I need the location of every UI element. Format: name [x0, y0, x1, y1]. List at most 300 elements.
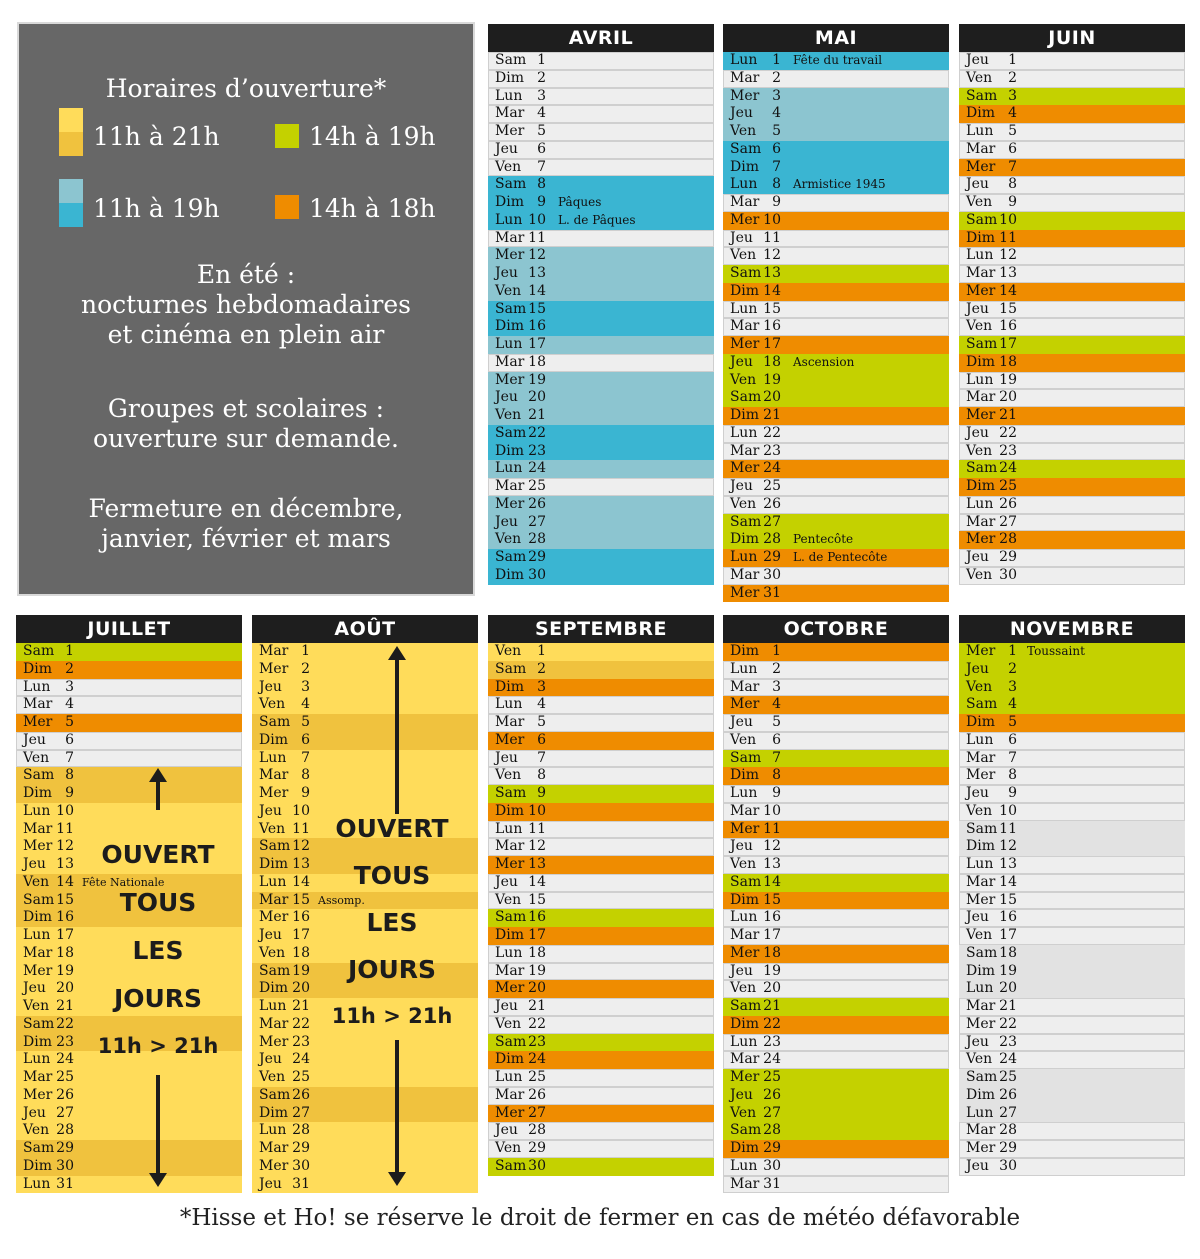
day-name: Mar	[730, 678, 760, 695]
day-number: 27	[56, 1104, 74, 1121]
day-number: 31	[763, 1175, 781, 1192]
day-name: Dim	[730, 1015, 759, 1032]
day-number: 22	[528, 1015, 546, 1032]
day-number: 6	[772, 731, 781, 748]
day-number: 9	[772, 785, 781, 801]
day-number: 26	[763, 1086, 781, 1103]
day-name: Mar	[23, 820, 53, 837]
day-number: 28	[528, 531, 546, 548]
day-number: 13	[999, 265, 1017, 281]
day-number: 10	[999, 211, 1017, 228]
day-row	[723, 141, 949, 159]
day-name: Mer	[730, 696, 760, 713]
day-number: 27	[763, 513, 781, 530]
day-row	[723, 909, 949, 927]
day-name: Ven	[966, 802, 993, 819]
day-row	[252, 1122, 478, 1140]
day-row	[959, 425, 1185, 443]
day-number: 26	[763, 495, 781, 512]
day-row	[723, 123, 949, 141]
day-number: 20	[763, 389, 781, 406]
open-all-days-text: LES	[132, 936, 184, 965]
day-name: Mar	[495, 478, 525, 494]
day-number: 16	[763, 318, 781, 335]
day-row	[723, 732, 949, 750]
day-number: 29	[528, 549, 546, 565]
day-row	[488, 105, 714, 123]
day-number: 18	[763, 944, 781, 961]
day-number: 18	[528, 944, 546, 961]
day-name: Dim	[730, 767, 759, 784]
day-number: 5	[65, 714, 74, 730]
day-name: Ven	[495, 531, 522, 548]
day-row	[488, 732, 714, 750]
day-name: Mer	[966, 891, 996, 908]
day-name: Mer	[966, 531, 996, 548]
day-row	[723, 301, 949, 319]
day-name: Jeu	[730, 105, 753, 122]
day-row	[16, 856, 242, 874]
day-number: 11	[292, 820, 310, 837]
day-name: Dim	[966, 105, 995, 122]
day-row	[723, 803, 949, 821]
day-name: Sam	[495, 176, 527, 193]
day-name: Mar	[730, 69, 760, 86]
day-number: 7	[1008, 158, 1017, 175]
day-row	[488, 496, 714, 514]
day-number: 28	[56, 1122, 74, 1139]
day-name: Mar	[730, 802, 760, 819]
day-number: 20	[763, 980, 781, 997]
day-row	[723, 194, 949, 212]
day-number: 28	[999, 531, 1017, 548]
day-name: Ven	[966, 927, 993, 943]
day-number: 13	[528, 265, 546, 281]
day-number: 14	[292, 873, 310, 890]
day-row	[959, 105, 1185, 123]
legend-swatch-yellow	[59, 108, 83, 156]
day-name: Ven	[495, 407, 522, 423]
day-name: Lun	[730, 660, 758, 677]
day-row	[723, 785, 949, 803]
day-name: Ven	[730, 495, 757, 512]
day-row	[16, 1087, 242, 1105]
holiday-note: Armistice 1945	[793, 177, 886, 192]
day-name: Dim	[23, 785, 52, 801]
day-name: Lun	[259, 749, 287, 766]
day-name: Jeu	[495, 140, 518, 157]
day-number: 14	[528, 873, 546, 890]
day-row	[959, 856, 1185, 874]
day-name: Jeu	[495, 1122, 518, 1139]
day-row	[252, 767, 478, 785]
day-name: Mar	[23, 696, 53, 713]
day-name: Mar	[966, 1122, 996, 1139]
day-row	[959, 443, 1185, 461]
day-row	[252, 1087, 478, 1105]
day-name: Lun	[730, 785, 758, 801]
day-number: 21	[999, 998, 1017, 1014]
day-row	[252, 892, 478, 910]
day-name: Jeu	[259, 678, 282, 695]
day-name: Ven	[730, 371, 757, 388]
day-number: 29	[528, 1140, 546, 1156]
day-row	[959, 821, 1185, 839]
day-number: 18	[763, 353, 781, 370]
day-row	[16, 909, 242, 927]
day-row	[16, 679, 242, 697]
day-name: Mar	[730, 318, 760, 335]
legend-swatch-green	[275, 124, 299, 148]
day-number: 15	[56, 891, 74, 908]
day-number: 6	[65, 731, 74, 748]
day-name: Lun	[966, 980, 994, 997]
day-number: 7	[537, 158, 546, 175]
day-row	[488, 443, 714, 461]
day-number: 3	[772, 87, 781, 104]
day-name: Ven	[23, 873, 50, 890]
day-number: 12	[292, 838, 310, 855]
day-number: 13	[528, 856, 546, 872]
day-row	[959, 460, 1185, 478]
day-name: Sam	[730, 1122, 762, 1139]
day-name: Mer	[730, 944, 760, 961]
day-number: 21	[763, 998, 781, 1014]
day-name: Mer	[259, 660, 289, 677]
day-row	[488, 247, 714, 265]
day-name: Mer	[495, 495, 525, 512]
month-5	[488, 615, 714, 1176]
legend-swatch-blue	[59, 179, 83, 227]
day-name: Mer	[966, 407, 996, 423]
day-row	[723, 265, 949, 283]
day-name: Mer	[730, 820, 760, 837]
day-name: Mar	[495, 229, 525, 246]
day-number: 5	[537, 714, 546, 730]
day-row	[16, 1069, 242, 1087]
day-number: 4	[537, 105, 546, 122]
day-name: Dim	[23, 909, 52, 926]
day-number: 11	[528, 820, 546, 837]
legend-label-4: 14h à 18h	[309, 194, 436, 223]
day-name: Jeu	[495, 513, 518, 530]
day-name: Ven	[730, 856, 757, 872]
day-number: 21	[763, 407, 781, 423]
day-row	[959, 874, 1185, 892]
day-number: 20	[528, 980, 546, 997]
day-name: Dim	[966, 1086, 995, 1103]
month-header: AVRIL	[488, 24, 714, 52]
day-row	[723, 874, 949, 892]
day-name: Mar	[495, 714, 525, 730]
day-row	[488, 750, 714, 768]
day-name: Ven	[495, 891, 522, 908]
day-number: 3	[537, 87, 546, 104]
month-header: JUILLET	[16, 615, 242, 643]
day-name: Lun	[730, 424, 758, 441]
day-number: 19	[763, 962, 781, 979]
day-name: Dim	[495, 678, 524, 695]
day-name: Sam	[966, 944, 998, 961]
day-number: 11	[999, 820, 1017, 837]
day-number: 7	[65, 749, 74, 766]
day-row	[723, 679, 949, 697]
day-name: Jeu	[23, 856, 46, 872]
day-name: Lun	[966, 247, 994, 264]
day-number: 8	[537, 767, 546, 784]
day-number: 3	[537, 678, 546, 695]
day-row	[252, 1051, 478, 1069]
day-name: Dim	[730, 407, 759, 423]
day-row	[959, 141, 1185, 159]
day-number: 29	[56, 1140, 74, 1156]
day-name: Sam	[259, 962, 291, 979]
day-row	[723, 230, 949, 248]
day-row	[723, 1158, 949, 1176]
day-number: 4	[1008, 696, 1017, 713]
day-number: 25	[763, 1069, 781, 1085]
day-number: 12	[528, 838, 546, 855]
day-row	[959, 52, 1185, 70]
legend-label-1: 11h à 21h	[93, 122, 220, 151]
day-name: Jeu	[966, 424, 989, 441]
day-name: Ven	[966, 566, 993, 583]
day-row	[16, 998, 242, 1016]
day-number: 5	[772, 714, 781, 730]
day-name: Mar	[259, 767, 289, 784]
day-row	[488, 354, 714, 372]
day-row	[488, 998, 714, 1016]
day-row	[488, 821, 714, 839]
day-number: 19	[56, 962, 74, 979]
day-name: Dim	[495, 927, 524, 943]
day-name: Lun	[495, 211, 523, 228]
day-name: Dim	[495, 1051, 524, 1068]
day-number: 10	[528, 211, 546, 228]
day-name: Ven	[495, 158, 522, 175]
day-name: Dim	[259, 980, 288, 997]
day-name: Jeu	[966, 1157, 989, 1174]
day-number: 17	[763, 336, 781, 352]
day-name: Sam	[259, 714, 291, 730]
day-row	[488, 372, 714, 390]
day-row	[488, 141, 714, 159]
day-row	[723, 927, 949, 945]
day-row	[959, 212, 1185, 230]
day-name: Lun	[259, 873, 287, 890]
day-number: 8	[772, 176, 781, 193]
day-number: 11	[56, 820, 74, 837]
day-name: Dim	[730, 531, 759, 548]
day-number: 4	[65, 696, 74, 713]
day-number: 21	[528, 998, 546, 1014]
day-number: 1	[537, 52, 546, 68]
day-row	[959, 194, 1185, 212]
day-number: 17	[999, 336, 1017, 352]
day-number: 9	[537, 785, 546, 801]
day-name: Lun	[730, 52, 758, 68]
day-row	[723, 52, 949, 70]
day-name: Ven	[730, 247, 757, 264]
day-name: Sam	[966, 820, 998, 837]
day-name: Mar	[495, 962, 525, 979]
day-number: 25	[292, 1069, 310, 1085]
day-name: Jeu	[23, 980, 46, 997]
day-name: Mar	[259, 1015, 289, 1032]
day-name: Dim	[495, 194, 524, 210]
day-row	[959, 1051, 1185, 1069]
day-name: Sam	[966, 211, 998, 228]
day-name: Jeu	[730, 229, 753, 246]
day-number: 8	[1008, 767, 1017, 784]
day-number: 24	[763, 1051, 781, 1068]
day-name: Sam	[730, 749, 762, 766]
day-number: 12	[999, 247, 1017, 264]
day-row	[16, 838, 242, 856]
day-row	[252, 909, 478, 927]
day-number: 22	[528, 424, 546, 441]
day-row	[723, 661, 949, 679]
day-number: 23	[999, 1033, 1017, 1050]
day-row	[723, 1034, 949, 1052]
day-name: Jeu	[966, 1033, 989, 1050]
day-row	[959, 785, 1185, 803]
day-name: Mar	[495, 838, 525, 855]
day-name: Sam	[730, 873, 762, 890]
day-number: 13	[763, 265, 781, 281]
day-number: 2	[1008, 660, 1017, 677]
day-number: 23	[999, 442, 1017, 459]
day-row	[723, 460, 949, 478]
day-name: Jeu	[966, 909, 989, 926]
day-row	[959, 927, 1185, 945]
day-row	[723, 159, 949, 177]
day-number: 15	[999, 891, 1017, 908]
day-number: 9	[301, 785, 310, 801]
day-row	[16, 945, 242, 963]
day-name: Jeu	[966, 785, 989, 801]
day-number: 23	[763, 1033, 781, 1050]
day-row	[252, 1016, 478, 1034]
day-number: 26	[999, 1086, 1017, 1103]
day-number: 30	[56, 1157, 74, 1174]
day-row	[252, 838, 478, 856]
day-name: Dim	[23, 660, 52, 677]
day-number: 24	[763, 460, 781, 477]
day-number: 18	[292, 944, 310, 961]
day-number: 26	[292, 1086, 310, 1103]
day-row	[959, 567, 1185, 585]
day-number: 16	[528, 318, 546, 335]
day-row	[959, 643, 1185, 661]
day-name: Lun	[495, 696, 523, 713]
day-name: Sam	[259, 1086, 291, 1103]
day-number: 24	[528, 460, 546, 477]
day-name: Dim	[730, 158, 759, 175]
day-name: Mer	[495, 1104, 525, 1121]
day-row	[959, 372, 1185, 390]
day-name: Mer	[23, 962, 53, 979]
day-name: Sam	[23, 891, 55, 908]
day-row	[252, 785, 478, 803]
day-number: 12	[528, 247, 546, 264]
day-number: 22	[999, 424, 1017, 441]
day-row	[723, 838, 949, 856]
day-row	[16, 1176, 242, 1194]
day-row	[488, 52, 714, 70]
day-number: 18	[56, 944, 74, 961]
day-name: Mar	[495, 353, 525, 370]
day-name: Dim	[730, 1140, 759, 1156]
day-row	[488, 230, 714, 248]
day-name: Dim	[495, 69, 524, 86]
day-row	[16, 696, 242, 714]
holiday-note: Ascension	[793, 354, 855, 369]
day-name: Ven	[730, 980, 757, 997]
day-name: Sam	[495, 909, 527, 926]
day-name: Mer	[730, 1069, 760, 1085]
day-name: Dim	[966, 229, 995, 246]
open-all-days-text: JOURS	[113, 984, 203, 1013]
day-number: 12	[763, 247, 781, 264]
day-row	[959, 750, 1185, 768]
day-number: 6	[772, 140, 781, 157]
day-number: 5	[772, 123, 781, 139]
day-name: Mer	[23, 838, 53, 855]
day-number: 13	[56, 856, 74, 872]
holiday-note: L. de Pâques	[558, 212, 636, 227]
day-number: 14	[763, 873, 781, 890]
day-row	[252, 980, 478, 998]
day-row	[488, 909, 714, 927]
day-number: 25	[999, 1069, 1017, 1085]
day-name: Lun	[966, 123, 994, 139]
day-row	[252, 998, 478, 1016]
day-name: Jeu	[730, 1086, 753, 1103]
day-number: 17	[763, 927, 781, 943]
day-name: Sam	[495, 660, 527, 677]
day-name: Dim	[259, 1104, 288, 1121]
day-name: Sam	[495, 424, 527, 441]
day-row	[723, 336, 949, 354]
day-row	[252, 856, 478, 874]
day-number: 4	[1008, 105, 1017, 122]
day-number: 12	[56, 838, 74, 855]
day-name: Mar	[23, 944, 53, 961]
groups-line: ouverture sur demande.	[93, 424, 399, 453]
day-row	[959, 88, 1185, 106]
day-number: 2	[537, 660, 546, 677]
open-all-days-text: OUVERT	[101, 840, 215, 869]
day-number: 11	[763, 820, 781, 837]
day-row	[252, 963, 478, 981]
day-row	[723, 856, 949, 874]
day-row	[488, 696, 714, 714]
day-number: 25	[763, 478, 781, 494]
day-name: Sam	[23, 1140, 55, 1156]
day-name: Ven	[259, 820, 286, 837]
day-number: 20	[56, 980, 74, 997]
day-name: Lun	[259, 998, 287, 1014]
day-row	[488, 425, 714, 443]
day-name: Lun	[730, 300, 758, 317]
day-row	[488, 212, 714, 230]
day-row	[16, 1051, 242, 1069]
legend-label-3: 11h à 19h	[93, 194, 220, 223]
day-number: 13	[763, 856, 781, 872]
day-number: 16	[763, 909, 781, 926]
month-header: AOÛT	[252, 615, 478, 643]
